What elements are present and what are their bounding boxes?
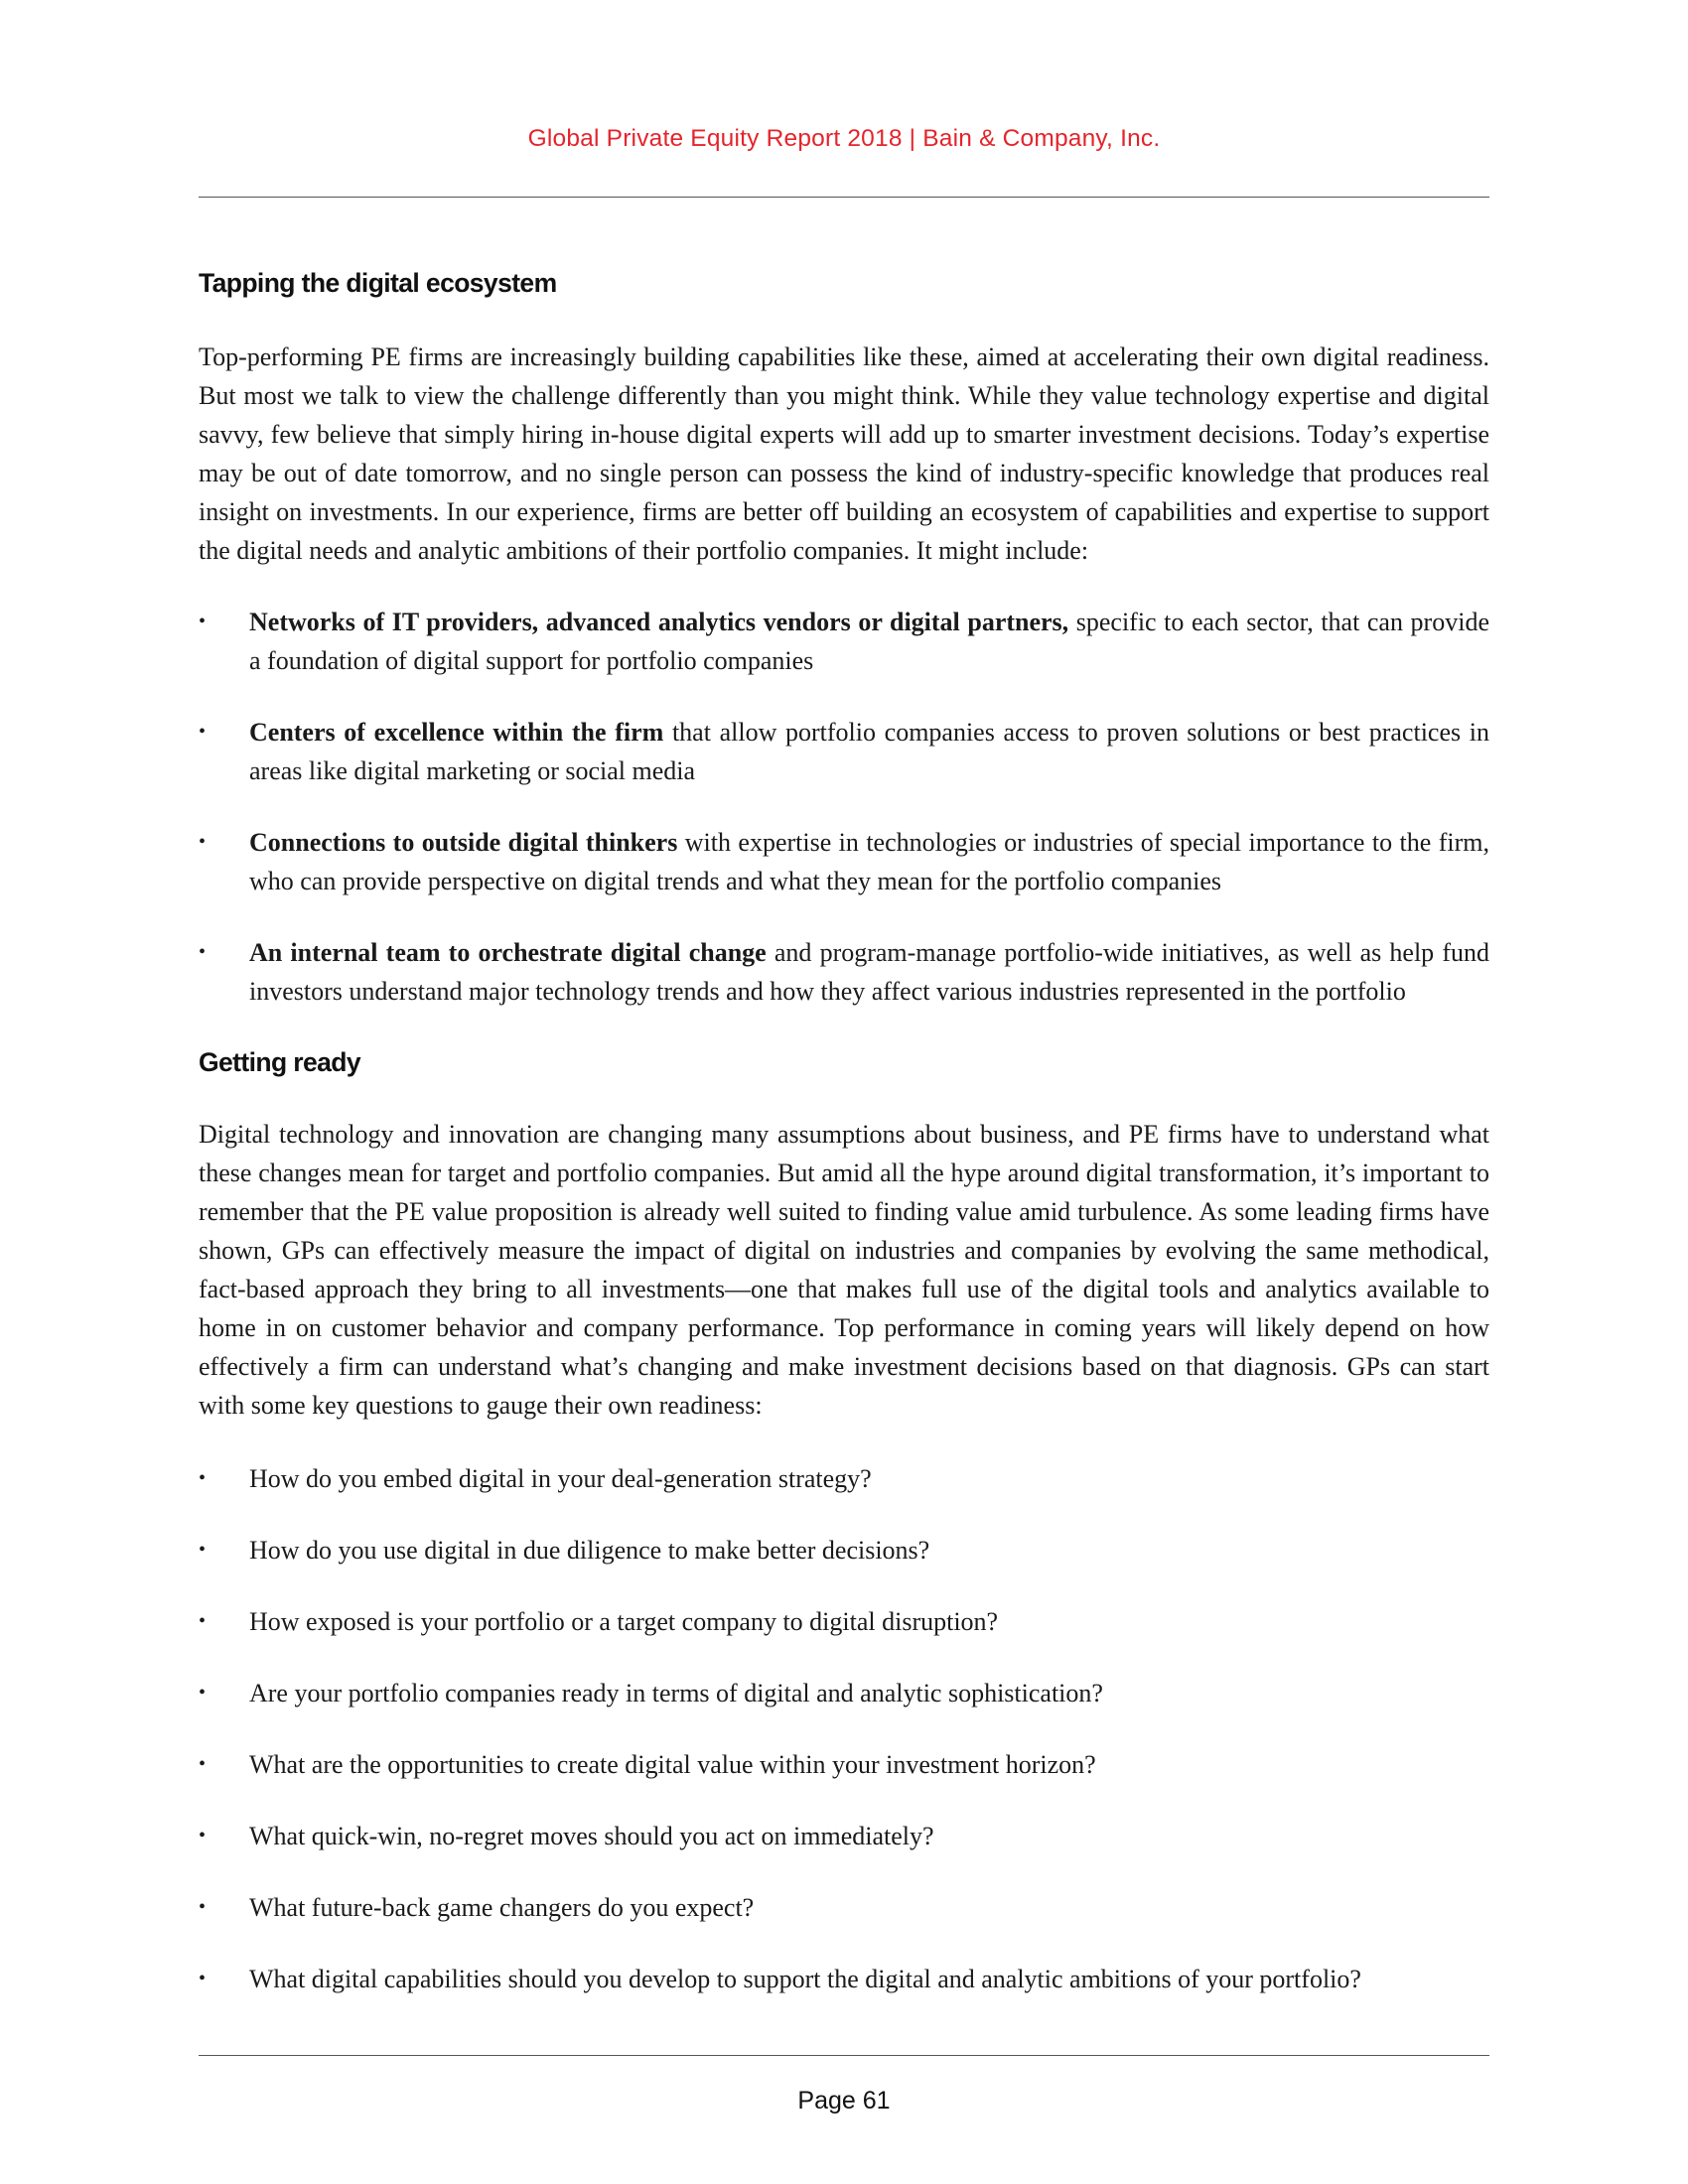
bullet-icon: • xyxy=(199,721,207,743)
bullet-icon: • xyxy=(199,1825,207,1846)
bullet-icon: • xyxy=(199,1896,207,1918)
list-item xyxy=(199,1745,1489,1784)
page-number: Page 61 xyxy=(797,2087,891,2115)
section-heading-tapping: Tapping the digital ecosystem xyxy=(199,268,557,298)
question-text: What digital capabilities should you develop to support the digital and analytic ambitions of your portfolio? xyxy=(249,1965,1361,1993)
bullet-icon: • xyxy=(199,1753,207,1775)
bullet-lead: Networks of IT providers, advanced analytics vendors or digital partners, xyxy=(249,608,1069,636)
list-item xyxy=(199,1817,1489,1855)
intro-paragraph: Top-performing PE firms are increasingly building capabilities like these, aimed at accelerating their own digital readiness. But most we talk to view the challenge differently than you might think. While they value technology expertise and digital savvy, few believe that simply hiring in-house digital experts will add up to smarter investment decisions. Today’s expertise may be out of date tomorrow, and no single person can possess the kind of industry-specific knowledge that produces real insight on investments. In our experience, firms are better off building an ecosystem of capabilities and expertise to support the digital needs and analytic ambitions of their portfolio companies. It might include: xyxy=(199,342,1489,565)
bullet-icon: • xyxy=(199,1968,207,1989)
bullet-icon: • xyxy=(199,1610,207,1632)
list-item xyxy=(199,1531,1489,1570)
list-item xyxy=(199,713,1489,790)
list-item xyxy=(199,823,1489,900)
bullet-text: that allow portfolio companies access to proven solutions or best practices in areas like digital marketing or social media xyxy=(249,718,1489,785)
list-item xyxy=(199,1674,1489,1712)
list-item xyxy=(199,933,1489,1011)
bullet-lead: Centers of excellence within the firm xyxy=(249,718,664,747)
bullet-icon: • xyxy=(199,1467,207,1489)
question-text: What are the opportunities to create digital value within your investment horizon? xyxy=(249,1750,1096,1779)
running-header: Global Private Equity Report 2018 | Bain & Company, Inc. xyxy=(527,125,1161,152)
section-heading-getting-ready: Getting ready xyxy=(199,1047,361,1077)
bullet-icon: • xyxy=(199,941,207,963)
bullet-icon: • xyxy=(199,1682,207,1704)
getting-ready-paragraph: Digital technology and innovation are changing many assumptions about business, and PE firms have to understand what these changes mean for target and portfolio companies. But amid all the hype around digital transformation, it’s important to remember that the PE value proposition is already well suited to finding value amid turbulence. As some leading firms have shown, GPs can effectively measure the impact of digital on industries and companies by evolving the same methodical, fact-based approach they bring to all investments—one that makes full use of the digital tools and analytics available to home in on customer behavior and company performance. Top performance in coming years will likely depend on how effectively a firm can understand what’s changing and make investment decisions based on that diagnosis. GPs can start with some key questions to gauge their own readiness: xyxy=(199,1120,1489,1420)
list-item xyxy=(199,603,1489,680)
readiness-questions-list xyxy=(199,1459,1489,2031)
question-text: How exposed is your portfolio or a target company to digital disruption? xyxy=(249,1607,999,1636)
ecosystem-list xyxy=(199,603,1489,1043)
document-page xyxy=(199,0,1489,2184)
footer-divider xyxy=(199,2055,1489,2056)
bullet-icon: • xyxy=(199,1539,207,1561)
list-item xyxy=(199,1960,1489,1998)
bullet-text: with expertise in technologies or industries of special importance to the firm, who can provide perspective on digital trends and what they mean for the portfolio companies xyxy=(249,828,1489,895)
question-text: How do you use digital in due diligence to make better decisions? xyxy=(249,1536,930,1565)
question-text: How do you embed digital in your deal-generation strategy? xyxy=(249,1464,872,1493)
list-item xyxy=(199,1888,1489,1927)
bullet-icon: • xyxy=(199,611,207,632)
question-text: Are your portfolio companies ready in terms of digital and analytic sophistication? xyxy=(249,1679,1103,1707)
bullet-lead: Connections to outside digital thinkers xyxy=(249,828,678,857)
question-text: What quick-win, no-regret moves should you act on immediately? xyxy=(249,1822,934,1850)
list-item xyxy=(199,1459,1489,1498)
bullet-text: specific to each sector, that can provide a foundation of digital support for portfolio companies xyxy=(249,608,1489,675)
bullet-icon: • xyxy=(199,831,207,853)
header-divider xyxy=(199,197,1489,198)
bullet-lead: An internal team to orchestrate digital change xyxy=(249,938,767,967)
list-item xyxy=(199,1602,1489,1641)
bullet-text: and program-manage portfolio-wide initiatives, as well as help fund investors understand major technology trends and how they affect various industries represented in the portfolio xyxy=(249,938,1489,1006)
question-text: What future-back game changers do you expect? xyxy=(249,1893,755,1922)
